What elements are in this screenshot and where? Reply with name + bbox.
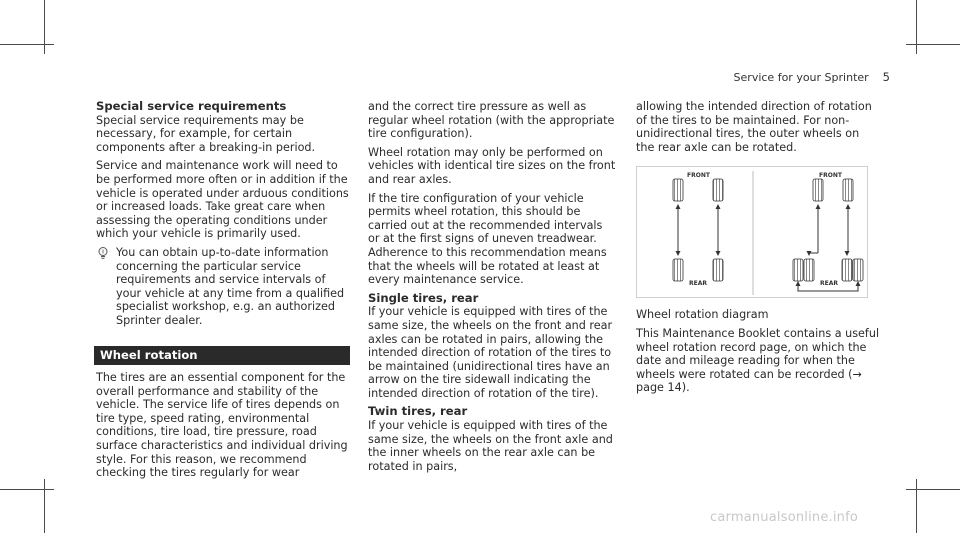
paragraph: allowing the intended direction of rotation of the tires to be maintained. For non-unidirectional tires, the outer wheels on the rear axle can be rotated.	[636, 100, 872, 154]
paragraph: Special service requirements may be necessary, for example, for certain components after a breaking-in period.	[96, 113, 316, 154]
arrow-head-icon	[796, 281, 801, 286]
header-section-title: Service for your Sprinter	[733, 71, 869, 84]
rear-label-left: REAR	[689, 280, 707, 288]
page-number: 5	[882, 70, 890, 84]
crop-mark-bottom-right-v	[916, 479, 917, 533]
running-header	[734, 70, 890, 84]
crop-mark-bottom-left-h	[0, 489, 54, 490]
paragraph: This Maintenance Booklet contains a useful wheel rotation record page, on which the date and mileage reading for when the wheels were rotated can be recorded (→ page 14).	[636, 326, 880, 395]
tire-rear-outer-left	[793, 259, 803, 281]
crop-mark-bottom-right-h	[906, 489, 960, 490]
heading-special-service: Special service requirements	[96, 99, 287, 113]
tire-front-right	[713, 179, 723, 201]
column-1	[96, 100, 350, 485]
heading-single-tires: Single tires, rear	[368, 290, 479, 305]
column-3	[636, 100, 880, 400]
tire-front-left	[813, 179, 823, 201]
section-title-wheel-rotation: Wheel rotation	[94, 346, 350, 366]
paragraph: Service and maintenance work will need to be performed more often or in addition if the vehicle is operated under arduous conditions or increased loads. Take great care when assessing the operating conditions under which your vehicle is primarily used.	[96, 159, 349, 241]
arrow-head-icon	[676, 251, 681, 256]
arrow-head-icon	[856, 281, 861, 286]
tire-front-right	[843, 179, 853, 201]
front-label-right: FRONT	[819, 172, 842, 180]
arrow-head-icon	[716, 204, 721, 209]
crop-mark-top-left-h	[0, 44, 54, 45]
paragraph: If the tire configuration of your vehicle permits wheel rotation, this should be carried out at the recommended intervals or at the first signs of uneven treadwear. Adherence to this recommendation means that the wheels will be rotated at least at every maintenance service.	[368, 191, 607, 287]
paragraph: If your vehicle is equipped with tires of the same size, the wheels on the front and rear axles can be rotated in pairs, allowing the intended direction of rotation of the tires to be maintained (unidirectional tires have an arrow on the tire sidewall indicating the intended direction of rotation of the tire).	[368, 305, 613, 400]
crop-mark-bottom-left-v	[44, 479, 45, 533]
crop-mark-top-right-v	[916, 0, 917, 54]
arrow-head-icon	[676, 204, 681, 209]
paragraph: Wheel rotation may only be performed on vehicles with identical tire sizes on the front and rear axles.	[368, 145, 616, 186]
heading-twin-tires: Twin tires, rear	[368, 404, 468, 419]
note-text: You can obtain up-to-date information concerning the particular service requirements and service intervals of your vehicle at any time from a qualified specialist workshop, e.g. an authorized Sprinter dealer.	[116, 245, 345, 327]
note-block	[96, 246, 350, 328]
column-2	[368, 100, 616, 478]
info-lightbulb-icon	[96, 246, 110, 260]
diagram-caption: Wheel rotation diagram	[636, 308, 769, 322]
wheel-rotation-diagram	[636, 166, 868, 298]
crop-mark-top-left-v	[44, 0, 45, 54]
tire-front-left	[673, 179, 683, 201]
arrow-head-icon	[716, 251, 721, 256]
tire-rear-inner-left	[804, 259, 814, 281]
paragraph: The tires are an essential component for the overall performance and stability of the vehicle. The service life of tires depends on tire type, speed rating, environmental conditions, tire load, tire pressure, road surface characteristics and individual driving style. For this reason, we recommend checking the tires regularly for wear	[96, 371, 348, 480]
arrow-head-icon	[816, 204, 821, 209]
paragraph: If your vehicle is equipped with tires of the same size, the wheels on the front axle and the inner wheels on the rear axle can be rotated in pairs,	[368, 419, 613, 473]
wheel-rotation-illustration	[637, 167, 869, 299]
front-label-left: FRONT	[687, 172, 710, 180]
tire-rear-right	[713, 259, 723, 281]
crop-mark-top-right-h	[906, 44, 960, 45]
watermark: carmanualsonline.info	[710, 510, 859, 525]
paragraph: and the correct tire pressure as well as regular wheel rotation (with the appropriate tire configuration).	[368, 100, 615, 141]
tire-rear-left	[673, 259, 683, 281]
rear-label-right: REAR	[820, 280, 838, 288]
tire-rear-outer-right	[853, 259, 863, 281]
arrow-head-icon	[846, 204, 851, 209]
arrow-head-icon	[845, 251, 850, 256]
tire-rear-inner-right	[842, 259, 852, 281]
